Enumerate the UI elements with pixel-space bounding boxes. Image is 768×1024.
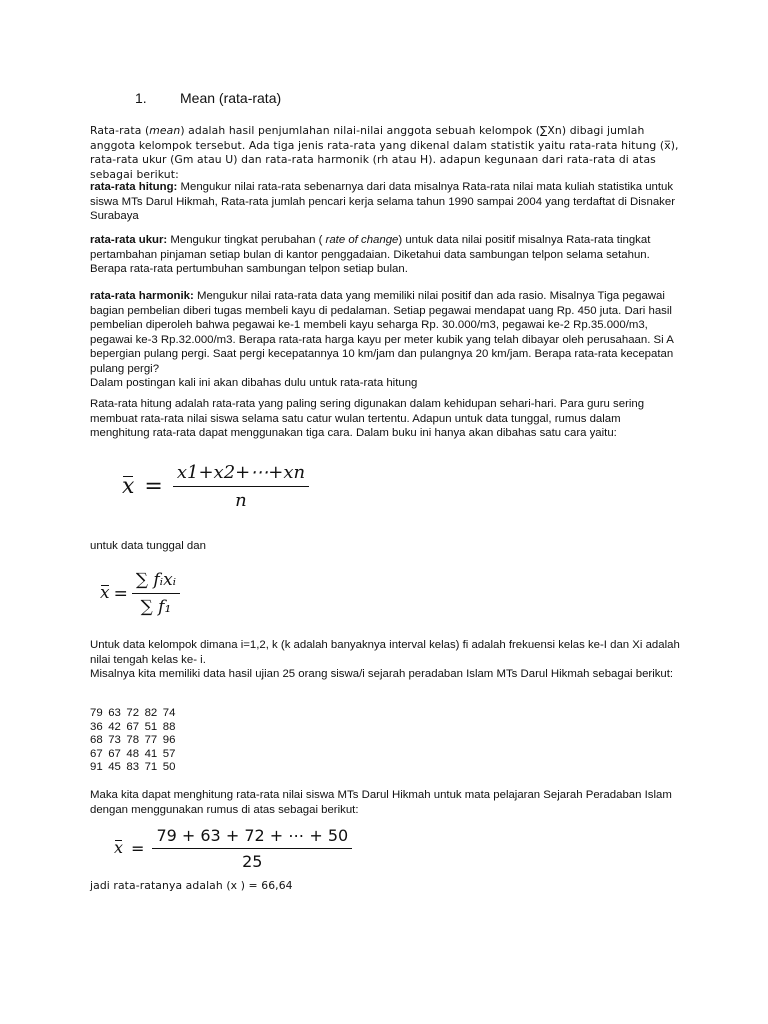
harmonik-label: rata-rata harmonik: xyxy=(90,290,194,302)
harmonik-text: Mengukur nilai rata-rata data yang memiliki nilai positif dan ada rasio. Misalnya Tiga pegawai bagian pembelian diberi tugas membeli kayu di pedalaman. Setiap pegawai mendapat uang Rp. 450 juta. Dari hasil pembelian diperoleh bahwa pegawai ke-1 membeli kayu seharga Rp. 30.000/m3, pegawai ke-2 Rp.35.000/m3, pegawai ke-3 Rp.32.000/m3. Berapa rata-rata harga kayu per meter kubik yang telah dibayar oleh perusahaan. Si A bepergian pulang pergi. Saat pergi kecepatannya 10 km/jam dan pulangnya 20 km/jam. Berapa rata-rata kecepatan pulang pergi? xyxy=(90,290,674,375)
score-value: 79 xyxy=(90,707,103,719)
formula-single-data xyxy=(122,462,309,511)
heading-number: 1. xyxy=(135,90,147,106)
scores-row xyxy=(90,721,181,735)
score-value: 96 xyxy=(162,734,176,747)
formula2-denominator: ∑ f₁ xyxy=(140,597,172,617)
scores-row xyxy=(90,761,181,775)
scores-row xyxy=(90,707,181,721)
formula1-lhs: x xyxy=(122,473,135,499)
formula1-fraction xyxy=(173,462,309,511)
hitung-text: Mengukur nilai rata-rata sebenarnya dari data misalnya Rata-rata nilai mata kuliah statistika untuk siswa MTs Darul Hikmah, Rata-rata jumlah pencari kerja selama tahun 1990 sampai 2004 yang terdaftat di Disnaker Surabaya xyxy=(90,181,675,222)
ukur-term-rate: rate of change xyxy=(325,234,399,246)
score-value: 45 xyxy=(108,761,121,774)
result-line: jadi rata-ratanya adalah (x ) = 66,64 xyxy=(90,879,293,892)
score-value: 91 xyxy=(90,761,103,774)
hitung-label: rata-rata hitung: xyxy=(90,181,178,193)
formula3-denominator: 25 xyxy=(242,852,263,871)
score-value: 36 xyxy=(90,720,103,733)
formula1-equals: = xyxy=(144,474,163,499)
score-value: 63 xyxy=(108,707,121,719)
scores-row xyxy=(90,748,181,762)
score-value: 72 xyxy=(126,707,140,719)
score-value: 74 xyxy=(162,707,176,719)
ukur-text-2: ) untuk data nilai positif misalnya Rata-rata tingkat pertambahan pinjaman setiap bulan di kantor penggadaian. Diketahui data sambungan telpon selama setahun. Berapa rata-rata pertumbuhan sambungan telpon setiap bulan. xyxy=(90,234,651,275)
grouped-data-paragraph xyxy=(90,638,680,682)
formula3-numerator: 79 + 63 + 72 + ⋯ + 50 xyxy=(152,826,352,849)
score-value: 57 xyxy=(162,747,176,760)
score-value: 71 xyxy=(144,761,158,774)
score-value: 48 xyxy=(126,747,140,760)
intro-text-2: ) adalah hasil penjumlahan nilai-nilai anggota sebuah kelompok (∑Xn) dibagi jumlah anggota kelompok tersebut. Ada tiga jenis rata-rata yang dikenal dalam statistik yaitu rata-rata hitung (x̅), rata-rata ukur (Gm atau U) dan rata-rata harmonik (rh atau H). adapun kegunaan dari rata-rata di atas sebagai berikut: xyxy=(90,124,679,181)
score-value: 68 xyxy=(90,734,103,747)
score-value: 77 xyxy=(144,734,158,747)
score-value: 67 xyxy=(108,747,121,760)
heading-title: Mean (rata-rata) xyxy=(180,90,282,106)
calc-intro-paragraph: Maka kita dapat menghitung rata-rata nilai siswa MTs Darul Hikmah untuk mata pelajaran Sejarah Peradaban Islam dengan menggunakan rumus di atas sebagai berikut: xyxy=(90,789,672,816)
grouped-text-2: Misalnya kita memiliki data hasil ujian 25 orang siswa/i sejarah peradaban Islam MTs Darul Hikmah sebagai berikut: xyxy=(90,668,674,680)
hitung-paragraph xyxy=(90,180,680,224)
formula3-lhs: x xyxy=(114,838,124,857)
score-value: 78 xyxy=(126,734,140,747)
formula2-numerator: ∑ fᵢxᵢ xyxy=(132,570,180,594)
score-value: 88 xyxy=(162,720,176,733)
score-value: 82 xyxy=(144,707,158,719)
grouped-text-1: Untuk data kelompok dimana i=1,2, k (k adalah banyaknya interval kelas) fi adalah frekuensi kelas ke-I dan Xi adalah nilai tengah kelas ke- i. xyxy=(90,639,680,666)
formula3-fraction xyxy=(152,826,352,871)
formula2-lhs: x xyxy=(100,583,110,603)
intro-term-mean: mean xyxy=(149,124,181,137)
formula1-denominator: n xyxy=(235,490,247,511)
ukur-label: rata-rata ukur: xyxy=(90,234,168,246)
formula3-equals: = xyxy=(131,839,145,858)
score-value: 83 xyxy=(126,761,140,774)
score-value: 67 xyxy=(90,747,103,760)
formula-calculation xyxy=(114,826,352,871)
hitung-intro-paragraph: Rata-rata hitung adalah rata-rata yang paling sering digunakan dalam kehidupan sehari-hari. Para guru sering membuat rata-rata nilai siswa selama satu catur wulan tertentu. Adapun untuk data tunggal, rumus dalam menghitung rata-rata dapat menggunakan tiga cara. Dalam buku ini hanya akan dibahas satu cara yaitu: xyxy=(90,398,645,439)
formula2-equals: = xyxy=(113,583,128,604)
single-data-caption: untuk data tunggal dan xyxy=(90,540,206,552)
score-value: 67 xyxy=(126,720,140,733)
scores-row xyxy=(90,734,181,748)
score-value: 41 xyxy=(144,747,158,760)
harmonik-paragraph xyxy=(90,289,680,391)
harmonik-note: Dalam postingan kali ini akan dibahas dulu untuk rata-rata hitung xyxy=(90,377,418,389)
score-value: 73 xyxy=(108,734,121,747)
ukur-text-1: Mengukur tingkat perubahan ( xyxy=(167,234,326,246)
ukur-paragraph xyxy=(90,233,680,277)
section-heading xyxy=(135,90,281,106)
formula1-numerator: x1+x2+⋯+xn xyxy=(173,462,309,487)
intro-text-1: Rata-rata ( xyxy=(90,124,150,137)
score-value: 51 xyxy=(144,720,158,733)
formula-grouped-data xyxy=(100,570,180,617)
score-value: 42 xyxy=(108,720,121,733)
scores-table xyxy=(90,707,181,775)
formula2-fraction xyxy=(132,570,180,617)
score-value: 50 xyxy=(162,761,176,774)
intro-paragraph xyxy=(90,124,680,182)
